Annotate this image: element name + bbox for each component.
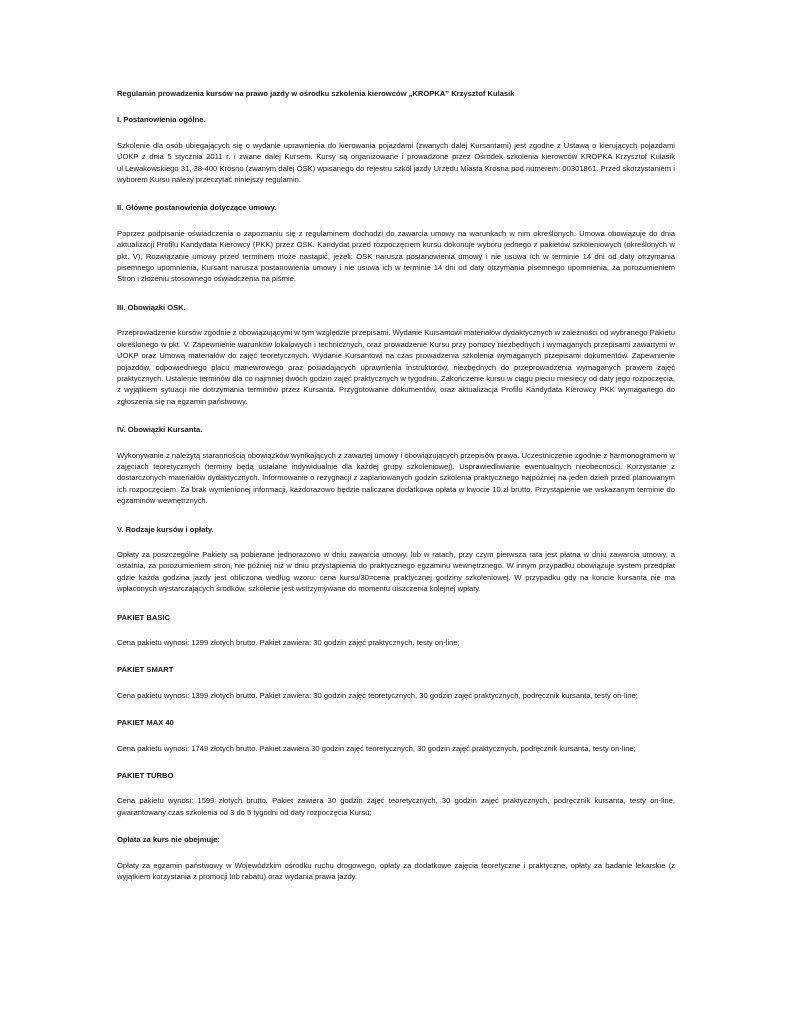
section-heading: III. Obowiązki OSK. — [117, 302, 186, 312]
package-description-turbo: Cena pakietu wynosi: 1599 złotych brutto. Pakiet zawiera 30 godzin zajęć teoretycznych, 30 godzin zajęć praktycznych, podręcznik kursanta, testy on-line, gwarantowany czas szkolenia od 3 do 5 tygodni od daty rozpoczęcia Kursu; — [117, 796, 675, 817]
section-paragraph: Przeprowadzenie kursów zgodnie z obowiązującymi w tym względzie przepisami. Wydanie Kursantowi materiałów dydaktycznych w zależności od wybranego Pakietu określonego w pkt. V. Zapewnienie warunków lokalowych i technicznych, oraz prowadzenie Kursu przy pomocy niezbędnych i wymaganych przepisami zawartymi w UOKP oraz Umową materiałów do zajęć teoretycznych. Wydanie Kursantowi na czas prowadzenia szkolenia wymaganych przepisami dokumentów. Zapewnienie pojazdów, odpowiedniego placu manewrowego oraz posiadających uprawnienia instruktorów, niezbędnych do przeprowadzenia wymaganych prawem zajęć praktycznych. Ustalenie terminów dla co najmniej dwóch godzin zajęć praktycznych w tygodniu. Zakończenie kursu w ciągu pięciu miesięcy od daty jego rozpoczęcia, z wyjątkiem sytuacji nie dotrzymania terminów przez Kursanta. Przygotowanie dokumentów, oraz aktualizacja Profilu Kandydata Kierowcy PKK wymaganego do zgłoszenia się na egzamin państwowy. — [117, 328, 675, 406]
document-page — [117, 88, 675, 899]
section-paragraph: Poprzez podpisanie oświadczenia o zapoznaniu się z regulaminem dochodzi do zawarcia umowy na warunkach w nim określonych. Umowa obowiązuje do dnia aktualizacji Profilu Kandydata Kierowcy (PKK) przez OSK. Kandydat przed rozpoczęciem kursu dokonuje wyboru jednego z pakietów szkoleniowych (określonych w pkt. V), Rozwiązanie umowy przed terminem może nastąpić, jeżeli: OSK narusza postanowienia umowy i nie usuwa ich w terminie 14 dni od daty otrzymania pisemnego upomnienia, Kursant narusza postanowienia umowy i nie usuwa ich w terminie 14 dni od daty otrzymania pisemnego upomnienia, za porozumieniem Stron i złożeniu stosownego oświadczenia na piśmie. — [117, 228, 675, 284]
section-heading: II. Główne postanowienia dotyczące umowy. — [117, 203, 277, 213]
package-description-smart: Cena pakietu wynosi: 1399 złotych brutto. Pakiet zawiera: 30 godzin zajęć teoretycznych, 30 godzin zajęć praktycznych, podręcznik kursanta, testy on-line; — [117, 690, 638, 700]
package-title-basic: PAKIET BASIC — [117, 612, 171, 622]
section-paragraph: Szkolenie dla osób ubiegających się o wydanie uprawnienia do kierowania pojazdami (zwanych dalej Kursantami) jest zgodne z Ustawą o kierujących pojazdami UOKP z dnia 5 stycznia 2011 r. i zwane dalej Kursem. Kursy są organizowane i prowadzone przez Ośrodek szkolenia kierowców KROPKA Krzysztof Kulasik ul.Lewakowskiego 31, 38-400 Krosno (zwanym dalej OSK) wpisanego do rejestru szkół jazdy Urzędu Miasta Krosna pod numerem: 00301861. Przed skorzystaniem i wyborem Kursu należy przeczytać niniejszy regulamin. — [117, 140, 675, 185]
section-paragraph: Wykonywanie z należytą starannością obowiązków wynikających z zawartej umowy i obowiązujących przepisów prawa. Uczestniczenie zgodnie z harmonogramem w zajęciach teoretycznych (terminy będą ustalane indywidualnie dla każdej grupy szkoleniowej). Usprawiedliwianie ewentualnych nieobecności. Korzystanie z dostarczonych materiałów dydaktycznych. Informowanie o rezygnacji z zaplanowanych godzin szkolenia praktycznego najpóźniej na jeden dzień przed planowanym ich rozpoczęciem. Za brak wymienionej informacji, każdorazowo będzie naliczana dodatkowa opłata w kwocie 10 zł brutto. Przystąpienie we wskazanym terminie do egzaminów wewnętrznych. — [117, 450, 675, 506]
package-title-turbo: PAKIET TURBO — [117, 771, 174, 781]
package-title-smart: PAKIET SMART — [117, 665, 174, 675]
package-description-basic: Cena pakietu wynosi: 1299 złotych brutto. Pakiet zawiera: 30 godzin zajęć praktycznych, testy on-line; — [117, 638, 460, 647]
section-heading: I. Postanowienia ogólne. — [117, 115, 206, 125]
section-heading: V. Rodzaje kursów i opłaty. — [117, 524, 214, 534]
document-title: Regulamin prowadzenia kursów na prawo jazdy w ośrodku szkolenia kierowców „KROPKA” Krzysztof Kulasik — [117, 89, 515, 98]
exclusions-text: Opłaty za egzamin państwowy w Wojewódzkim ośrodku ruchu drogowego, opłaty za dodatkowe zajęcia teoretyczne i praktyczne, opłaty za badanie lekarskie (z wyjątkiem korzystania z promocji lub rabatu) oraz wydania prawa jazdy. — [117, 860, 675, 882]
section-paragraph: Opłaty za poszczególne Pakiety są pobierane jednorazowo w dniu zawarcia umowy, lub w ratach, przy czym pierwsza rata jest płatna w dniu zawarcia umowy, a ostatnia, za porozumieniem stron, nie później niż w dniu przystąpienia do praktycznego egzaminu wewnętrznego. W innym przypadku obowiązuje system przedpłat gdzie każda godzina jazdy jest obliczona według wzoru: cena kursu/30=cena praktycznej godziny szkoleniowej. W przypadku gdy na koncie kursanta nie ma wpłaconych wystarczających środków, szkolenie jest wstrzymywane do momentu uiszczenia kolejnej wpłaty. — [117, 549, 675, 594]
section-heading: IV. Obowiązki Kursanta. — [117, 425, 203, 435]
package-title-max40: PAKIET MAX 40 — [117, 718, 174, 728]
exclusions-heading: Opłata za kurs nie obejmuje: — [117, 835, 220, 845]
package-description-max40: Cena pakietu wynosi: 1749 złotych brutto. Pakiet zawiera 30 godzin zajęć teoretycznych, 30 godzin zajęć praktycznych, podręcznik kursanta, testy on-line; — [117, 743, 636, 753]
